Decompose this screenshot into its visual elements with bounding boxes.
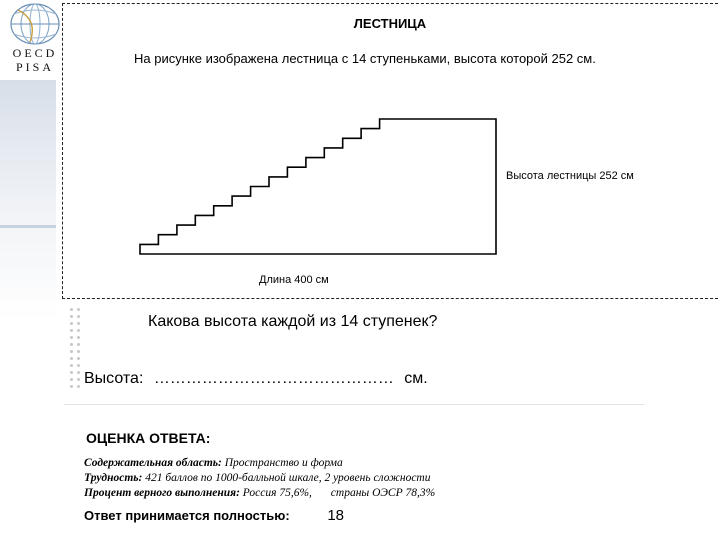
difficulty-label: Трудность:: [84, 472, 143, 484]
question-text: Какова высота каждой из 14 ступенек?: [148, 313, 438, 330]
perforation-decoration: [68, 306, 82, 392]
difficulty-value: 421 баллов по 1000-балльной шкале, 2 уровень сложности: [145, 472, 431, 484]
content-area-label: Содержательная область:: [84, 457, 222, 469]
accepted-answer-label: Ответ принимается полностью:: [84, 508, 290, 523]
task-intro: На рисунке изображена лестница с 14 ступеньками, высота которой 252 см.: [134, 51, 596, 66]
difficulty-line: [84, 471, 644, 486]
percent-label: Процент верного выполнения:: [84, 487, 240, 499]
scoring-section: [84, 430, 644, 524]
staircase-outline: [140, 119, 496, 254]
logo-oecd-text: OECD: [12, 46, 58, 60]
accepted-answer-row: [84, 507, 644, 524]
question-section: [64, 300, 644, 405]
russia-percent: Россия 75,6%,: [242, 487, 312, 499]
answer-label: Высота:: [84, 370, 144, 387]
content-area-line: [84, 456, 644, 471]
answer-blank[interactable]: ………………………………………: [153, 370, 394, 387]
percent-line: [84, 486, 644, 501]
scoring-heading: ОЦЕНКА ОТВЕТА:: [86, 430, 211, 446]
content-area-value: Пространство и форма: [224, 457, 343, 469]
answer-unit: см.: [404, 370, 428, 387]
staircase-length-label: Длина 400 см: [259, 274, 329, 286]
accepted-answer-value: 18: [327, 507, 345, 524]
logo-pisa-text: PISA: [15, 60, 54, 74]
oecd-percent: страны ОЭСР 78,3%: [330, 487, 436, 499]
answer-line: [84, 370, 434, 388]
task-title: ЛЕСТНИЦА: [353, 16, 427, 31]
staircase-height-label: Высота лестницы 252 см: [506, 170, 634, 182]
